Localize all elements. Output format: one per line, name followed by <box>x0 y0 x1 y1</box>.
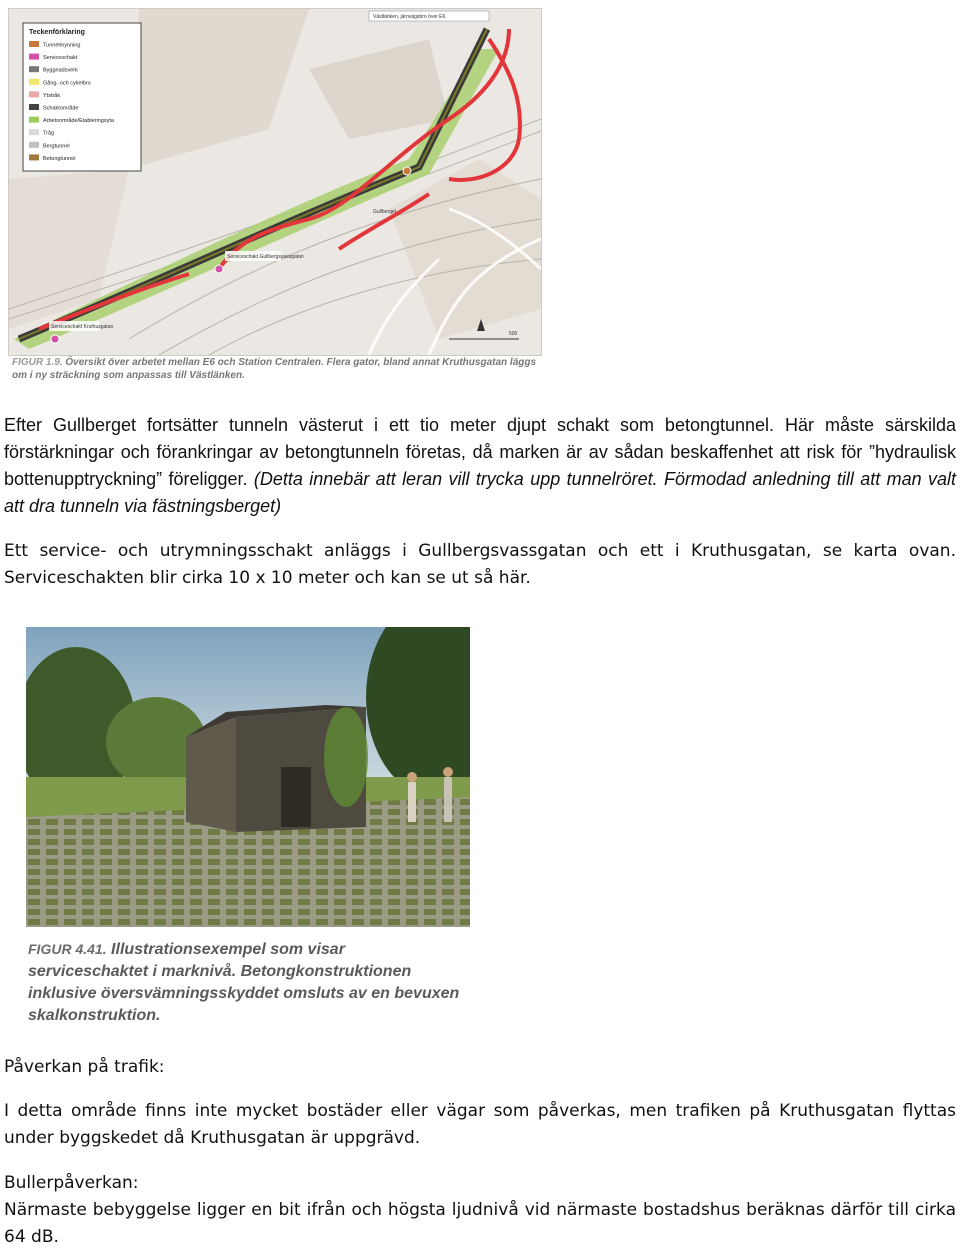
map-top-label: Västlänken, järnvägsbro över E6 <box>373 14 446 20</box>
map-label-service-1: Serviceschakt Gullbergsvassgatan <box>227 254 304 260</box>
legend-label: Serviceschakt <box>43 55 78 62</box>
legend-label: Betongtunnel <box>43 155 76 162</box>
legend-label: Byggnadsverk <box>43 67 78 74</box>
service-shaft-marker <box>51 335 59 343</box>
map-caption-text: Översikt över arbetet mellan E6 och Station Centralen. Flera gator, bland annat Kruthusgatan läggs om i ny sträckning som anpassas till Västlänken. <box>12 357 537 381</box>
photo-caption-text: Illustrationsexempel som visar serviceschaktet i marknivå. Betongkonstruktionen inklusive översvämningsskyddet omsluts av en bevuxen skalkonstruktion. <box>28 941 460 1024</box>
map-label-service-2: Serviceschakt Kruthusgatan <box>51 324 114 330</box>
paragraph-gullberget-text: Efter Gullberget fortsätter tunneln västerut i ett tio meter djupt schakt som betongtunnel. Här måste särskilda förstärkningar och förankringar av betongtunneln företas, då marken är av sådan beskaffenhet att risk för ”hydraulisk bottenupptryckning” föreligger. <box>4 415 956 489</box>
map-caption <box>12 356 552 382</box>
legend-label: Gång- och cykelbro <box>43 80 91 87</box>
legend-swatch <box>29 79 39 85</box>
legend-swatch <box>29 66 39 72</box>
map-figure <box>8 8 542 356</box>
photo-caption-figure-number: FIGUR 4.41. <box>28 941 107 957</box>
paragraph-gullberget-comment: (Detta innebär att leran vill trycka upp tunnelröret. Förmodad anledning till att man valt att dra tunneln via fästningsberget) <box>4 469 956 516</box>
map-legend-title: Teckenförklaring <box>29 29 85 36</box>
legend-swatch <box>29 41 39 47</box>
legend-label: Tunnelmynning <box>43 42 81 49</box>
legend-label: Ytstråk <box>43 92 61 99</box>
legend-swatch <box>29 54 39 60</box>
legend-swatch <box>29 104 39 110</box>
legend-label: Tråg <box>43 130 55 137</box>
paragraph-gullberget <box>4 412 956 520</box>
tunnel-portal-marker <box>403 167 411 175</box>
map-scale-label: 500 <box>509 331 518 337</box>
map-caption-figure-number: FIGUR 1.9. <box>12 357 63 368</box>
service-shaft-marker <box>215 265 223 273</box>
service-shaft-illustration <box>26 627 470 927</box>
legend-swatch <box>29 129 39 135</box>
legend-label: Arbetsområde/Etableringsyta <box>43 118 114 125</box>
paragraph-service-shaft: Ett service- och utrymningsschakt anläggs i Gullbergsvassgatan och ett i Kruthusgatan, se karta ovan. Serviceschakten blir cirka 10 x 10 meter och kan se ut så här. <box>4 541 956 588</box>
service-shaft-illustration-graphic <box>26 627 470 927</box>
legend-swatch <box>29 154 39 160</box>
legend-label: Bergtunnel <box>43 143 70 150</box>
photo-caption <box>28 938 468 1027</box>
map-label-gullberget: Gullberget <box>373 209 397 215</box>
paragraph-traffic: I detta område finns inte mycket bostäder eller vägar som påverkas, men trafiken på Kruthusgatan flyttas under byggskedet då Kruthusgatan är uppgrävd. <box>4 1101 956 1148</box>
map-graphic <box>9 9 541 355</box>
heading-noise-impact: Bullerpåverkan: <box>4 1173 139 1193</box>
heading-traffic-impact: Påverkan på trafik: <box>4 1057 165 1077</box>
legend-label: Schaktområde <box>43 105 79 112</box>
legend-swatch <box>29 142 39 148</box>
legend-swatch <box>29 91 39 97</box>
legend-swatch <box>29 117 39 123</box>
paragraph-noise: Närmaste bebyggelse ligger en bit ifrån och högsta ljudnivå vid närmaste bostadshus beräknas därför till cirka 64 dB. <box>4 1200 956 1247</box>
